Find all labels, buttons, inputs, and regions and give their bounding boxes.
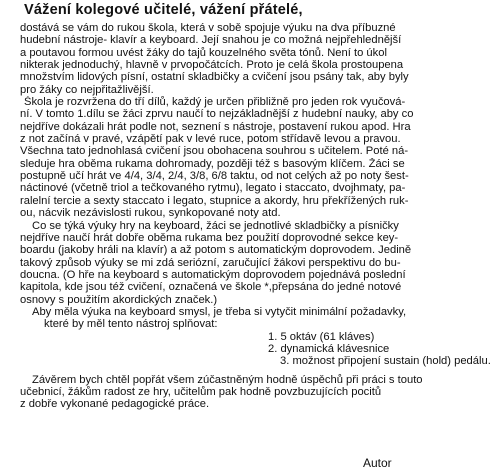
document-body <box>20 22 498 411</box>
text-line: Co se týká výuky hry na keyboard, žáci se jednotlivé skladbičky a písničky <box>32 219 399 232</box>
greeting-heading: Vážení kolegové učitelé, vážení přátelé, <box>24 2 303 18</box>
text-line: Aby měla výuka na keyboard smysl, je třeba si vytyčit minimální požadavky, <box>32 305 407 318</box>
text-line: z dobře vykonané pedagogické práce. <box>20 398 210 411</box>
text-line: Škola je rozvržena do tří dílů, každý je určen přibližně pro jeden rok vyučová- <box>24 96 406 109</box>
text-line: které by měl tento nástroj splňovat: <box>44 318 218 331</box>
text-line: nejdříve dokázali hrát podle not, seznení s nástroje, postavení rukou apod. Hra <box>20 120 411 133</box>
text-line: učebnicí, žákům radost ze hry, učitelům pak hodně povzbuzujících pocitů <box>20 385 382 398</box>
text-line: nikterak jednoduchý, hlavně v prvopočátcích. Proto je celá škola prostoupena <box>20 59 404 72</box>
text-line: takový způsob výuky se mi zdá seriózní, zaručující žákovi perspektivu do bu- <box>20 256 401 269</box>
text-line: Závěrem bych chtěl popřát všem zúčastněným hodně úspěchů při práci s touto <box>32 373 423 386</box>
text-line: ralelní tercie a sexty staccato i legato, stupnice a akordy, hru překřížených ruk- <box>20 194 409 207</box>
text-line: nejdříve naučí hrát dobře oběma rukama bez použití doprovodné sekce key- <box>20 231 399 244</box>
text-line: doucna. (O hře na keyboard s automatickým doprovodem pojednává poslední <box>20 268 406 281</box>
text-line: a poutavou formou uvést žáky do tajů kouzelného světa tónů. Není to úkol <box>20 46 387 59</box>
text-line: dostává se vám do rukou škola, která v sobě spojuje výuku na dva příbuzné <box>20 22 396 34</box>
text-line: pro žáky co nejpřitažlivější. <box>20 83 154 96</box>
text-line: sleduje hra oběma rukama dohromady, později též s basovým klíčem. Žáci se <box>20 157 405 170</box>
text-line: hudební nástroje- klavír a keyboard. Její snahou je co možná nejpřehlednější <box>20 34 402 47</box>
text-line: náctinové (včetně triol a tečkovaného rytmu), legato i staccato, dvojhmaty, pa- <box>20 182 406 195</box>
text-line: Všechna tato jednohlasá cvičení jsou obohacena souhrou s učitelem. Poté ná- <box>20 145 409 158</box>
requirement-item: 2. dynamická klávesnice <box>268 342 390 355</box>
text-line: osnovy s použitím akordických značek.) <box>20 293 218 306</box>
text-line: množstvím lidových písní, ostatní skladbičky a cvičení jsou psány tak, aby byly <box>20 71 409 84</box>
text-line: kapitola, kde jsou též cvičení, označená ve škole *,přepsána do jedné notové <box>20 281 402 294</box>
author-signature: Autor <box>363 456 392 470</box>
text-line: boardu (jakoby hráli na klavír) a až potom s automatickým doprovodem. Jedině <box>20 244 412 257</box>
text-line: z not začíná v pravé, vzápětí pak v levé ruce, potom střídavě levou a pravou. <box>20 133 401 146</box>
text-line: ní. V tomto 1.dílu se žáci zprvu naučí to nejzákladnější z hudební nauky, aby co <box>20 108 414 121</box>
text-line: postupně učí hrát ve 4/4, 3/4, 2/4, 3/8, 6/8 taktu, od not celých až po noty šest- <box>20 170 409 183</box>
requirement-item: 1. 5 oktáv (61 kláves) <box>268 330 375 343</box>
text-line: ou, nácvik nezávislosti rukou, synkopované noty atd. <box>20 207 281 220</box>
requirement-item: 3. možnost připojení sustain (hold) pedálu. <box>280 355 491 368</box>
